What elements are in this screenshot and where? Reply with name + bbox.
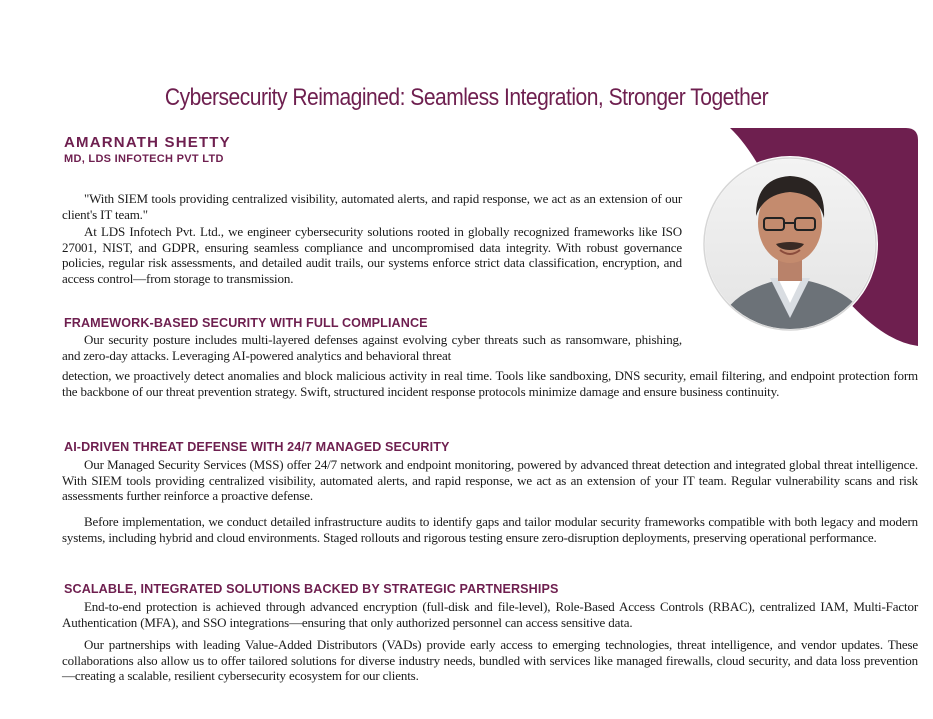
intro-paragraph: At LDS Infotech Pvt. Ltd., we engineer cybersecurity solutions rooted in globally recognized frameworks like ISO 27001, NIST, and GDPR, ensuring seamless compliance and uncompromised data integrity. With robust governance policies, regular risk assessments, and detailed audit trails, our systems enforce strict data classification, encryption, and access control—from storage to transmission. (62, 224, 682, 286)
framework-paragraph-part1: Our security posture includes multi-layered defenses against evolving cyber threats such as ransomware, phishing, and zero-day attacks. Leveraging AI-powered analytics and behavioral threat (62, 332, 682, 363)
section-heading-scalable: SCALABLE, INTEGRATED SOLUTIONS BACKED BY STRATEGIC PARTNERSHIPS (64, 582, 559, 596)
author-photo (700, 128, 918, 346)
section-heading-ai-defense: AI-DRIVEN THREAT DEFENSE WITH 24/7 MANAGED SECURITY (64, 440, 450, 454)
article-title: Cybersecurity Reimagined: Seamless Integration, Stronger Together (164, 84, 769, 111)
author-name: AMARNATH SHETTY (64, 134, 231, 151)
intro-quote: "With SIEM tools providing centralized visibility, automated alerts, and rapid response, we act as an extension of our client's IT team." (62, 191, 682, 222)
section-heading-framework: FRAMEWORK-BASED SECURITY WITH FULL COMPLIANCE (64, 316, 428, 330)
framework-paragraph-part2: detection, we proactively detect anomalies and block malicious activity in real time. Tools like sandboxing, DNS security, email filtering, and endpoint protection form the backbone of our threat prevention strategy. Swift, structured incident response protocols minimize damage and ensure business continuity. (62, 368, 918, 399)
author-role: MD, LDS INFOTECH PVT LTD (64, 153, 224, 165)
ai-defense-paragraph-2: Before implementation, we conduct detailed infrastructure audits to identify gaps and tailor modular security frameworks compatible with both legacy and modern systems, including hybrid and cloud environments. Staged rollouts and rigorous testing ensure zero-disruption deployments, preserving operational performance. (62, 514, 918, 545)
scalable-paragraph-1: End-to-end protection is achieved through advanced encryption (full-disk and file-level), Role-Based Access Controls (RBAC), centralized IAM, Multi-Factor Authentication (MFA), and SSO integrations—ensuring that only authorized personnel can access sensitive data. (62, 599, 918, 630)
scalable-paragraph-2: Our partnerships with leading Value-Added Distributors (VADs) provide early access to emerging technologies, threat intelligence, and vendor updates. These collaborations also allow us to offer tailored solutions for diverse industry needs, bundled with services like managed firewalls, cloud security, and data loss prevention—creating a scalable, resilient cybersecurity ecosystem for our clients. (62, 637, 918, 684)
ai-defense-paragraph-1: Our Managed Security Services (MSS) offer 24/7 network and endpoint monitoring, powered by advanced threat detection and integrated global threat intelligence. With SIEM tools providing centralized visibility, automated alerts, and rapid response, we act as an extension of your IT team. Regular vulnerability scans and risk assessments further reinforce a proactive defense. (62, 457, 918, 504)
